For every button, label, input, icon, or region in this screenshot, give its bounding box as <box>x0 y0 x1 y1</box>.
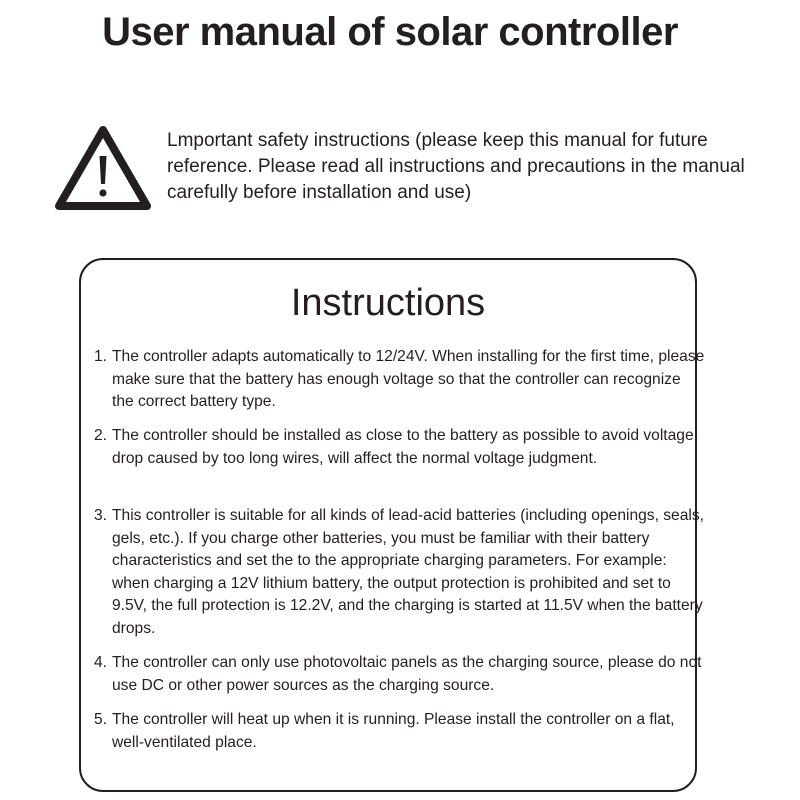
instruction-text: This controller is suitable for all kinds of lead-acid batteries (including openings, seals, gels, etc.). If you charge other batteries, you must be familiar with their battery characteristics and set the to the appropriate charging parameters. For example: when charging a 12V lithium battery, the output protection is prohibited and set to 9.5V, the full protection is 12.2V, and the charging is started at 11.5V when the battery drops. <box>112 507 704 637</box>
instruction-item-4 <box>94 652 706 697</box>
instruction-item-2 <box>94 425 706 470</box>
instruction-number: 1. <box>94 348 108 365</box>
instruction-text: The controller can only use photovoltaic panels as the charging source, please do not use DC or other power sources as the charging source. <box>112 654 702 694</box>
instruction-number: 4. <box>94 654 108 671</box>
instruction-text: The controller adapts automatically to 12/24V. When installing for the first time, please make sure that the battery has enough voltage so that the controller can recognize the correct battery type. <box>112 348 705 410</box>
instruction-number: 5. <box>94 711 108 728</box>
instruction-text: The controller will heat up when it is running. Please install the controller on a flat, well-ventilated place. <box>112 711 675 751</box>
page-title: User manual of solar controller <box>102 10 678 54</box>
instruction-item-3 <box>94 505 706 640</box>
warning-triangle-icon <box>52 122 154 212</box>
instruction-item-1 <box>94 346 706 414</box>
instruction-number: 3. <box>94 507 108 524</box>
instructions-box <box>79 258 705 792</box>
instruction-item-5 <box>94 709 706 754</box>
safety-notice: Lmportant safety instructions (please keep this manual for future reference. Please read all instructions and precautions in the manual carefully before installation and use) <box>167 130 745 203</box>
instruction-number: 2. <box>94 427 108 444</box>
instruction-text: The controller should be installed as close to the battery as possible to avoid voltage drop caused by too long wires, will affect the normal voltage judgment. <box>112 427 694 467</box>
instructions-heading: Instructions <box>290 282 486 324</box>
